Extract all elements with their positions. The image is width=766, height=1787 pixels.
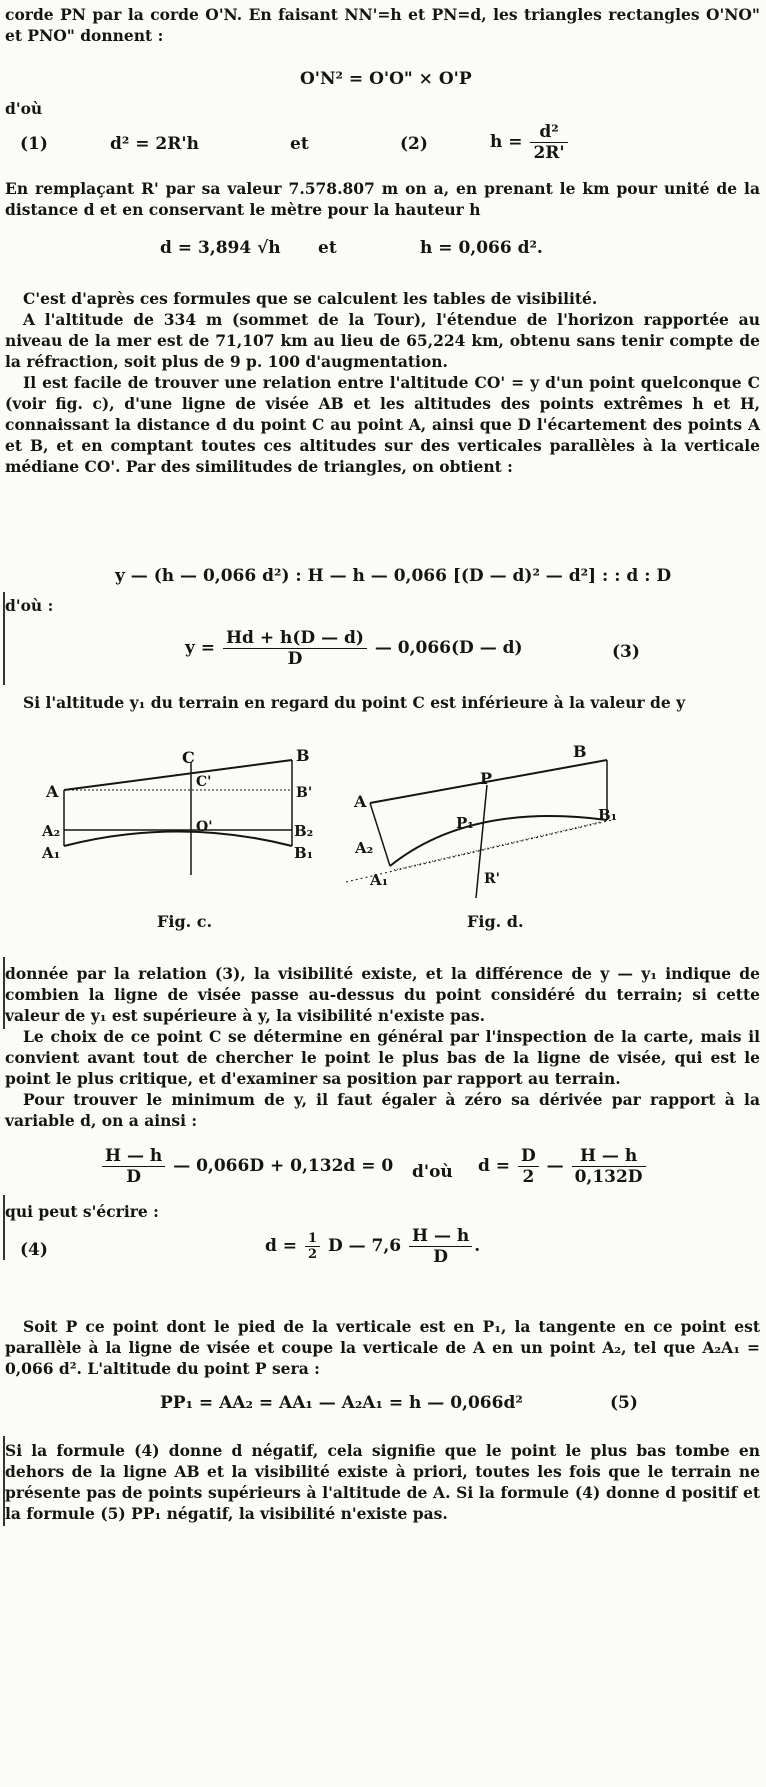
figure-d [346, 742, 617, 898]
label-R-prime: R' [484, 871, 500, 887]
word-et: et [290, 134, 309, 154]
equation-5-number: (5) [610, 1393, 638, 1413]
equation-3a: d = 3,894 √h [160, 238, 281, 258]
equation-1: d² = 2R'h [110, 134, 199, 154]
equation-top: O'N² = O'O" × O'P [300, 69, 472, 89]
label-qui-peut: qui peut s'écrire : [5, 1202, 159, 1221]
equation-d: d = $\frac{D}{2}$ — $\frac{H — h}{0,132D}$ [478, 1146, 648, 1187]
label-B1: B₁ [294, 844, 314, 862]
equation-2: h = $\frac{\text{d²}}{2R'}$ [490, 122, 570, 163]
label-dou-2: d'où : [5, 596, 54, 615]
label-C: C [182, 748, 195, 767]
equation-3: y = $\frac{Hd + h(D — d)}{D}$ — 0,066(D — d) [185, 628, 523, 669]
paragraph-tables: C'est d'après ces formules que se calculent les tables de visibilité. [23, 289, 598, 308]
equation-4: d = $\frac{1}{2}$ D — 7,6 $\frac{H — h}{D}$ . [265, 1226, 481, 1267]
label-A: A [46, 782, 59, 801]
figures-visibility [0, 740, 766, 955]
paragraph-choix: Le choix de ce point C se détermine en général par l'inspection de la carte, mais il convient avant tout de chercher le point le plus bas de la ligne de visée, qui est le point le plus critique, et d'examiner sa position par rapport au terrain. [5, 1027, 760, 1088]
equation-3-number: (3) [612, 642, 640, 662]
label-B: B [573, 742, 587, 761]
equation-derivative: $\frac{H — h}{D}$ — 0,066D + 0,132d = 0 [100, 1146, 393, 1187]
equation-4-number: (4) [20, 1240, 48, 1260]
paragraph-minimum: Pour trouver le minimum de y, il faut égaler à zéro sa dérivée par rapport à la variable d, on a ainsi : [5, 1090, 760, 1130]
paragraph-relation-3: donnée par la relation (3), la visibilité existe, et la différence de y — y₁ indique de combien la ligne de visée passe au-dessus du point considéré du terrain; si cette valeur de y₁ est supérieure à y, la visibilité n'existe pas. [5, 964, 760, 1025]
label-B2: B₂ [294, 822, 314, 840]
label-A1: A₁ [42, 844, 61, 862]
equation-proportion: y — (h — 0,066 d²) : H — h — 0,066 [(D — d)² — d²] : : d : D [115, 566, 672, 586]
word-dou: d'où [412, 1162, 453, 1182]
paragraph-altitude: A l'altitude de 334 m (sommet de la Tour), l'étendue de l'horizon rapportée au niveau de la mer est de 71,107 km au lieu de 65,224 km, obtenu sans tenir compte de la réfraction, soit plus de 9 p. 100 d'augmentation. [5, 310, 760, 371]
caption-fig-c: Fig. c. [157, 912, 213, 931]
label-O-prime: O' [196, 819, 213, 835]
label-P: P [480, 769, 493, 788]
label-C-prime: C' [196, 774, 212, 790]
label-A2: A₂ [355, 839, 374, 857]
equation-2-number: (2) [400, 134, 428, 154]
label-dou: d'où [5, 99, 43, 118]
word-et-2: et [318, 238, 337, 258]
paragraph-intro: corde PN par la corde O'N. En faisant NN'=h et PN=d, les triangles rectangles O'NO" et PNO" donnent : [5, 5, 760, 45]
label-B1: B₁ [598, 806, 618, 824]
caption-fig-d: Fig. d. [467, 912, 524, 931]
figure-c [41, 746, 313, 875]
paragraph-soit-p: Soit P ce point dont le pied de la verticale est en P₁, la tangente en ce point est parallèle à la ligne de visée et coupe la verticale de A en un point A₂, tel que A₂A₁ = 0,066 d². L'altitude du point P sera : [5, 1317, 760, 1378]
label-B-prime: B' [296, 785, 313, 801]
paragraph-remplacant: En remplaçant R' par sa valeur 7.578.807 m on a, en prenant le km pour unité de la distance d et en conservant le mètre pour la hauteur h [5, 179, 760, 219]
paragraph-si-altitude: Si l'altitude y₁ du terrain en regard du point C est inférieure à la valeur de y [23, 693, 686, 712]
label-A1: A₁ [370, 871, 389, 889]
label-P1: P₁ [456, 814, 474, 832]
label-A: A [354, 792, 367, 811]
label-A2: A₂ [42, 822, 61, 840]
equation-1-number: (1) [20, 134, 48, 154]
equation-5: PP₁ = AA₂ = AA₁ — A₂A₁ = h — 0,066d² [160, 1393, 523, 1413]
paragraph-conclusion: Si la formule (4) donne d négatif, cela signifie que le point le plus bas tombe en dehors de la ligne AB et la visibilité existe à priori, toutes les fois que le terrain ne présente pas de points supérieurs à l'altitude de A. Si la formule (4) donne d positif et la formule (5) PP₁ négatif, la visibilité n'existe pas. [5, 1441, 760, 1523]
label-B: B [296, 746, 310, 765]
equation-3b: h = 0,066 d². [420, 238, 543, 258]
paragraph-relation: Il est facile de trouver une relation entre l'altitude CO' = y d'un point quelconque C (voir fig. c), d'une ligne de visée AB et les altitudes des points extrêmes h et H, connaissant la distance d du point C au point A, ainsi que D l'écartement des points A et B, et en comptant toutes ces altitudes sur des verticales parallèles à la verticale médiane CO'. Par des similitudes de triangles, on obtient : [5, 373, 760, 476]
